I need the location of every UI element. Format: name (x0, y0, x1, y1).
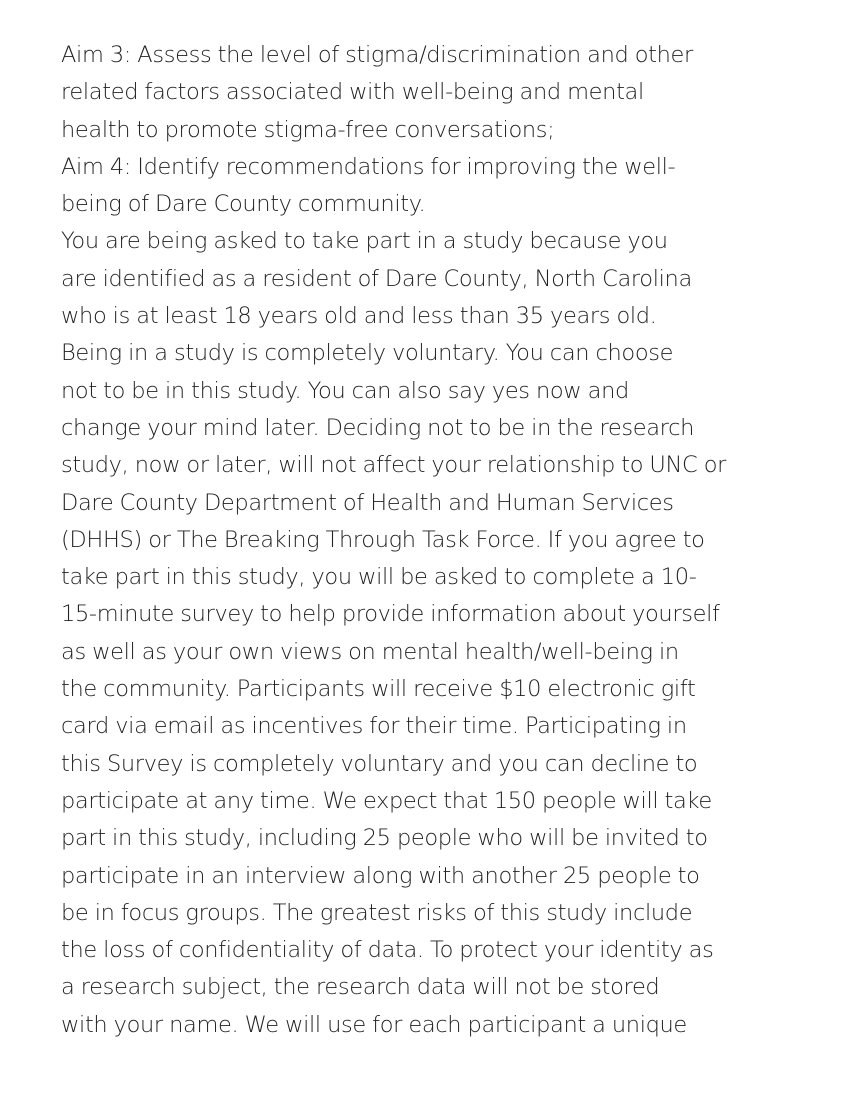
text-line: this Survey is completely voluntary and you can decline to (61, 750, 698, 777)
text-line: being of Dare County community. (61, 191, 426, 218)
text-line: 15-minute survey to help provide information about yourself (61, 601, 720, 628)
text-line: participate at any time. We expect that 150 people will take (61, 787, 712, 814)
text-line: health to promote stigma-free conversations; (61, 116, 555, 143)
text-line: with your name. We will use for each participant a unique (61, 1011, 687, 1038)
text-line: change your mind later. Deciding not to be in the research (61, 414, 695, 441)
text-line: Being in a study is completely voluntary. You can choose (61, 340, 674, 367)
text-line: take part in this study, you will be asked to complete a 10- (61, 564, 697, 591)
text-line: Aim 4: Identify recommendations for improving the well- (61, 153, 676, 180)
text-line: who is at least 18 years old and less than 35 years old. (61, 303, 657, 330)
text-line: as well as your own views on mental health/well-being in (61, 638, 679, 665)
text-line: the loss of confidentiality of data. To protect your identity as (61, 937, 714, 964)
document-body (61, 37, 801, 1044)
text-line: related factors associated with well-being and mental (61, 79, 644, 106)
text-line: part in this study, including 25 people who will be invited to (61, 825, 708, 852)
text-line: the community. Participants will receive $10 electronic gift (61, 676, 696, 703)
text-line: not to be in this study. You can also say yes now and (61, 377, 629, 404)
text-line: study, now or later, will not affect your relationship to UNC or (61, 452, 727, 479)
text-line: Dare County Department of Health and Human Services (61, 489, 674, 516)
text-line: be in focus groups. The greatest risks of this study include (61, 899, 693, 926)
text-line: card via email as incentives for their time. Participating in (61, 713, 687, 740)
text-line: Aim 3: Assess the level of stigma/discrimination and other (61, 42, 693, 68)
text-line: a research subject, the research data will not be stored (61, 974, 660, 1001)
text-line: (DHHS) or The Breaking Through Task Force. If you agree to (61, 526, 705, 553)
text-line: You are being asked to take part in a study because you (61, 228, 668, 255)
text-line: participate in an interview along with another 25 people to (61, 862, 700, 889)
text-line: are identified as a resident of Dare County, North Carolina (61, 265, 692, 292)
